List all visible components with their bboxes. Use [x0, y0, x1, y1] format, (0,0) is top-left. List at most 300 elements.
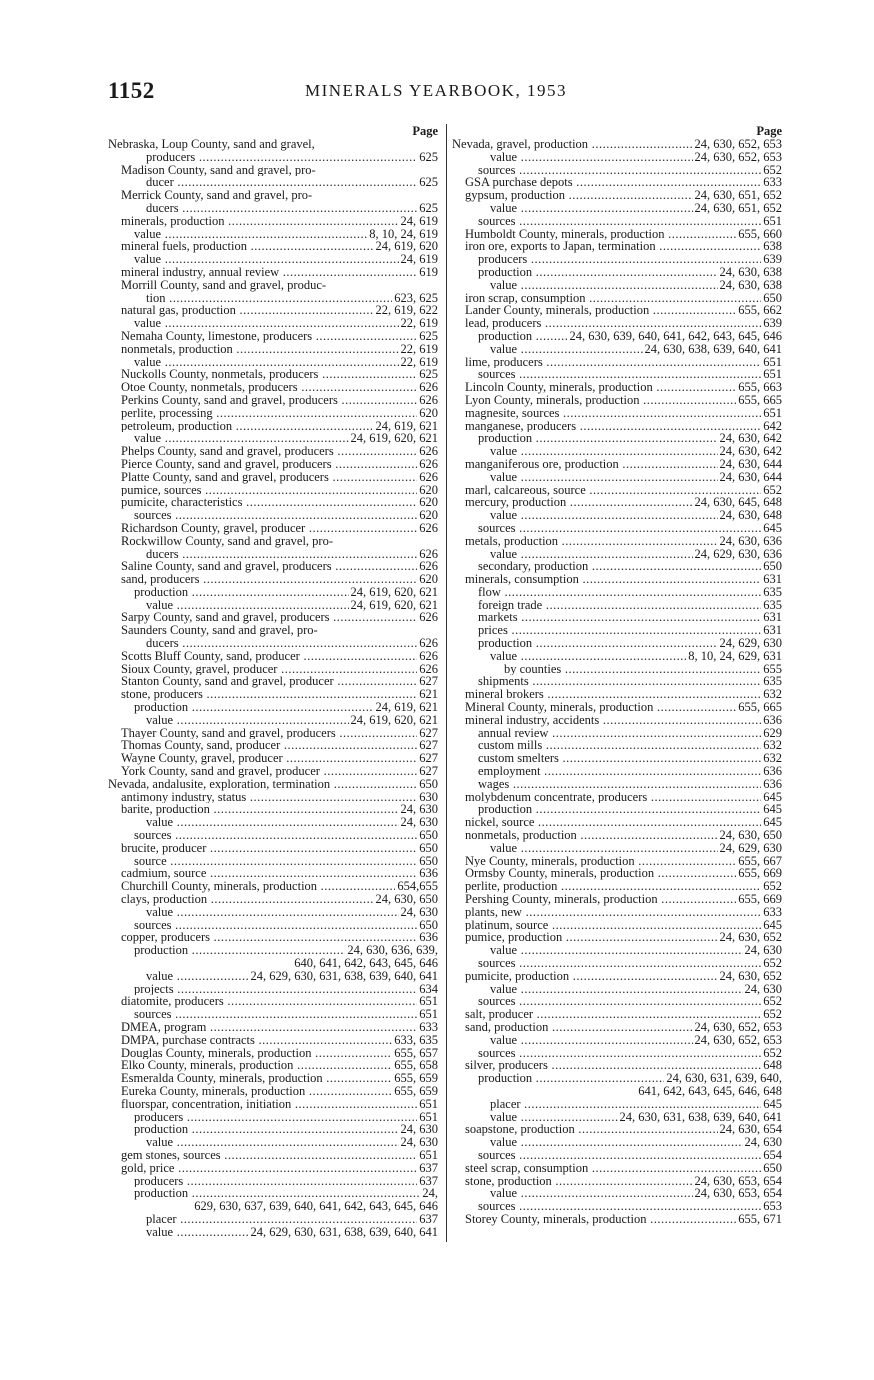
- entry-text-clip: [108, 867, 438, 880]
- index-entry: [452, 599, 782, 612]
- index-entry-label: antimony industry, status .....: [121, 791, 438, 804]
- index-entry-pages: 655, 657: [394, 1045, 438, 1060]
- page-column-label: Page: [412, 124, 438, 138]
- index-entry-pages: 655, 667: [738, 853, 782, 868]
- index-entry-pages: 24, 619: [400, 252, 438, 267]
- index-entry-label: sources .....: [478, 368, 782, 381]
- index-entry-pages: 651: [419, 1109, 438, 1124]
- index-entry: [108, 1136, 438, 1149]
- index-entry-label: soapstone, production .....: [465, 1123, 782, 1136]
- index-entry-label: production .....: [134, 586, 438, 599]
- entry-text-clip: [452, 215, 782, 228]
- index-entry-label: sources .....: [478, 215, 782, 228]
- index-entry-label: value .....: [490, 509, 782, 522]
- index-entry: [452, 957, 782, 970]
- index-entry: [108, 1175, 438, 1188]
- index-entry: [108, 368, 438, 381]
- index-entry-label: plants, new .....: [465, 906, 782, 919]
- index-entry-pages: 24, 630, 650: [719, 828, 782, 843]
- index-entry: [108, 317, 438, 330]
- entry-text-clip: [108, 842, 438, 855]
- index-entry-pages: 24, 630: [400, 904, 438, 919]
- index-entry-pages: 24, 630: [744, 1135, 782, 1150]
- index-entry-pages: 627: [419, 738, 438, 753]
- entry-text-clip: [452, 394, 782, 407]
- index-entry: [108, 189, 438, 202]
- index-entry: [108, 151, 438, 164]
- index-entry: [108, 893, 438, 906]
- entry-text-clip: [108, 522, 438, 535]
- index-entry: [108, 330, 438, 343]
- index-entry-pages: 620: [419, 495, 438, 510]
- index-entry-pages: 652: [763, 879, 782, 894]
- index-entry-pages: 650: [763, 290, 782, 305]
- entry-text-clip: [108, 1123, 438, 1136]
- index-entry: [452, 727, 782, 740]
- index-entry: [108, 240, 438, 253]
- index-entry-pages: 626: [419, 469, 438, 484]
- index-entry-label: Elko County, minerals, production .....: [121, 1059, 438, 1072]
- index-entry-pages: 24,: [422, 1186, 438, 1201]
- index-entry-label: metals, production .....: [465, 535, 782, 548]
- index-entry-pages: 633: [419, 1019, 438, 1034]
- index-entry-label: value .....: [134, 317, 438, 330]
- index-column-right: [452, 124, 782, 1226]
- index-entry: [452, 880, 782, 893]
- entry-text-clip: [108, 675, 438, 688]
- index-entry-pages: 24, 629, 630, 631, 638, 639, 640, 641: [250, 968, 438, 983]
- column-divider: [446, 124, 447, 1242]
- index-entry: [108, 522, 438, 535]
- entry-text-clip: [108, 215, 438, 228]
- index-entry-pages: 650: [419, 828, 438, 843]
- index-entry-pages: 623, 625: [394, 290, 438, 305]
- index-entry-pages: 24, 630, 639, 640, 641, 642, 643, 645, 646: [569, 328, 782, 343]
- index-entry-pages: 651: [419, 1007, 438, 1022]
- index-entry-label: Thomas County, sand, producer .....: [121, 739, 438, 752]
- index-entry: [452, 573, 782, 586]
- index-entry: [452, 292, 782, 305]
- index-entry-pages: 24, 630: [744, 981, 782, 996]
- index-entry-pages: 655, 671: [738, 1211, 782, 1226]
- index-entry: [108, 279, 438, 292]
- index-entry: [108, 739, 438, 752]
- index-entry-pages: 24, 630, 652: [719, 968, 782, 983]
- entry-text-clip: [452, 292, 782, 305]
- entry-text-clip: [452, 1149, 782, 1162]
- index-entry-label: marl, calcareous, source .....: [465, 484, 782, 497]
- index-entry-label: producers .....: [134, 1175, 438, 1188]
- index-entry-pages: 635: [763, 674, 782, 689]
- entry-text-clip: [108, 458, 438, 471]
- index-entry-label: value .....: [490, 151, 782, 164]
- index-entry: [452, 944, 782, 957]
- index-entry: [452, 1213, 782, 1226]
- page-header: [0, 78, 874, 106]
- index-entry-pages: 648: [763, 1058, 782, 1073]
- index-entry-pages: 24, 630, 645, 648: [694, 495, 782, 510]
- index-entry-label: Nebraska, Loup County, sand and gravel,: [108, 138, 315, 151]
- entry-text-clip: [108, 919, 438, 932]
- entry-text-clip: [452, 1200, 782, 1213]
- index-entry-label: value .....: [146, 816, 438, 829]
- index-entry-pages: 24, 630, 650: [375, 892, 438, 907]
- index-entry-label: Nye County, minerals, production .....: [465, 855, 782, 868]
- index-entry-label: value .....: [490, 343, 782, 356]
- index-entry: [108, 663, 438, 676]
- index-entry-label: salt, producer .....: [465, 1008, 782, 1021]
- entry-text-clip: [108, 727, 438, 740]
- index-entry: [452, 330, 782, 343]
- index-entry-label: 629, 630, 637, 639, 640, 641, 642, 643, 645, 646: [194, 1200, 438, 1213]
- entry-text-clip: [108, 471, 438, 484]
- entry-text-clip: [108, 176, 438, 189]
- index-entry-label: Esmeralda County, minerals, production .....: [121, 1072, 438, 1085]
- entry-text-clip: [452, 714, 782, 727]
- index-entry-pages: 650: [763, 1160, 782, 1175]
- index-entry-pages: 655, 663: [738, 380, 782, 395]
- index-entry-pages: 632: [763, 751, 782, 766]
- index-entry-label: iron scrap, consumption .....: [465, 292, 782, 305]
- index-entry-pages: 626: [419, 546, 438, 561]
- index-entry: [452, 509, 782, 522]
- entry-text-clip: [108, 1187, 438, 1200]
- index-entry-label: production .....: [478, 266, 782, 279]
- index-entry-label: sources .....: [134, 1008, 438, 1021]
- index-entry: [452, 995, 782, 1008]
- entry-text-clip: [452, 368, 782, 381]
- index-entry: [108, 1059, 438, 1072]
- index-entry-pages: 22, 619: [400, 316, 438, 331]
- entry-text-clip: [108, 253, 438, 266]
- index-entry-label: mineral fuels, production .....: [121, 240, 438, 253]
- index-entry-label: mineral industry, accidents .....: [465, 714, 782, 727]
- index-entry: [452, 471, 782, 484]
- entry-text-clip: [108, 496, 438, 509]
- entry-text-clip: [108, 1098, 438, 1111]
- entry-text-clip: [108, 1149, 438, 1162]
- index-entry-pages: 645: [763, 917, 782, 932]
- index-entry-pages: 24, 630, 653, 654: [694, 1173, 782, 1188]
- index-entry: [452, 1200, 782, 1213]
- index-entry-label: production .....: [134, 944, 438, 957]
- index-entry: [108, 701, 438, 714]
- index-entry-label: value .....: [490, 445, 782, 458]
- index-entry-label: placer .....: [490, 1098, 782, 1111]
- index-entry-pages: 8, 10, 24, 629, 631: [688, 648, 782, 663]
- index-entry-pages: 651: [763, 213, 782, 228]
- index-entry-pages: 650: [419, 776, 438, 791]
- index-entry-pages: 24, 619, 620, 621: [350, 597, 438, 612]
- entry-text-clip: [108, 995, 438, 1008]
- entry-text-clip: [452, 1136, 782, 1149]
- index-entry-pages: 651: [419, 1096, 438, 1111]
- index-entry: [452, 586, 782, 599]
- index-entry-label: employment .....: [478, 765, 782, 778]
- index-entry-label: placer .....: [146, 1213, 438, 1226]
- index-entry: [452, 675, 782, 688]
- index-entry-label: value .....: [134, 253, 438, 266]
- index-entry-pages: 626: [419, 559, 438, 574]
- entry-text-clip: [108, 957, 438, 970]
- index-entry: [452, 164, 782, 177]
- index-entry-label: flow .....: [478, 586, 782, 599]
- index-entry: [108, 944, 438, 957]
- index-entry: [452, 343, 782, 356]
- index-entry-label: prices .....: [478, 624, 782, 637]
- index-entry: [108, 1111, 438, 1124]
- index-entry-pages: 650: [763, 559, 782, 574]
- index-entry-pages: 626: [419, 636, 438, 651]
- index-entry-label: sources .....: [478, 957, 782, 970]
- entry-text-clip: [108, 560, 438, 573]
- index-entry-label: stone, producers .....: [121, 688, 438, 701]
- index-entry-pages: 627: [419, 751, 438, 766]
- index-entry-pages: 626: [419, 648, 438, 663]
- index-entry: [452, 611, 782, 624]
- index-entry: [452, 445, 782, 458]
- index-entry-label: production .....: [134, 1123, 438, 1136]
- index-entry-pages: 626: [419, 456, 438, 471]
- entry-text-clip: [108, 611, 438, 624]
- index-entry-pages: 655, 660: [738, 226, 782, 241]
- index-entry: [108, 1226, 438, 1239]
- index-entry-label: sources .....: [478, 995, 782, 1008]
- entry-text-clip: [452, 611, 782, 624]
- index-entry-pages: 24, 619, 620, 621: [350, 431, 438, 446]
- index-entry-pages: 650: [419, 853, 438, 868]
- index-entry: [108, 509, 438, 522]
- index-entry-label: Stanton County, sand and gravel, producer .....: [121, 675, 438, 688]
- index-entry-label: fluorspar, concentration, initiation .....: [121, 1098, 438, 1111]
- index-entry-label: Rockwillow County, sand and gravel, pro-: [121, 534, 333, 548]
- index-entry: [452, 752, 782, 765]
- index-entry-label: stone, production .....: [465, 1175, 782, 1188]
- entry-text-clip: [452, 957, 782, 970]
- index-entry: [452, 931, 782, 944]
- index-entry: [108, 266, 438, 279]
- entry-text-clip: [452, 407, 782, 420]
- index-entry-label: clays, production .....: [121, 893, 438, 906]
- index-entry-label: Saline County, sand and gravel, producers .....: [121, 560, 438, 573]
- index-entry: [452, 266, 782, 279]
- index-entry-pages: 651: [763, 367, 782, 382]
- entry-text-clip: [108, 1200, 438, 1213]
- entry-text-clip: [452, 752, 782, 765]
- index-entry-label: Humboldt County, minerals, production .....: [465, 228, 782, 241]
- index-entry: [108, 215, 438, 228]
- index-entry: [452, 407, 782, 420]
- index-entry-label: value .....: [490, 1136, 782, 1149]
- index-entry-label: Nemaha County, limestone, producers .....: [121, 330, 438, 343]
- index-entry-label: silver, producers .....: [465, 1059, 782, 1072]
- index-entry-label: 641, 642, 643, 645, 646, 648: [638, 1084, 782, 1098]
- index-entry: [108, 586, 438, 599]
- index-entry-pages: 655, 662: [738, 303, 782, 318]
- index-entry-pages: 636: [763, 712, 782, 727]
- entry-text-clip: [108, 279, 438, 292]
- index-entry-pages: 653: [763, 1199, 782, 1214]
- index-entry-label: sources .....: [478, 1047, 782, 1060]
- index-entry-label: sources .....: [478, 164, 782, 177]
- index-entry-pages: 22, 619, 622: [375, 303, 438, 318]
- entry-text-clip: [108, 509, 438, 522]
- index-entry-label: production .....: [478, 1072, 782, 1085]
- index-entry-label: Nuckolls County, nonmetals, producers .....: [121, 368, 438, 381]
- index-entry-label: pumicite, characteristics .....: [121, 496, 438, 509]
- index-entry-label: markets .....: [478, 611, 782, 624]
- index-entry-label: foreign trade .....: [478, 599, 782, 612]
- index-entry: [452, 829, 782, 842]
- index-entry-pages: 638: [763, 239, 782, 254]
- index-entry: [108, 138, 438, 151]
- index-entry-label: Scotts Bluff County, sand, producer .....: [121, 650, 438, 663]
- page-column-label: Page: [756, 124, 782, 138]
- index-entry: [108, 714, 438, 727]
- index-entry-pages: 652: [763, 1007, 782, 1022]
- index-entry-label: nonmetals, production .....: [121, 343, 438, 356]
- index-entry-label: Nevada, gravel, production .....: [452, 138, 782, 151]
- entry-text-clip: [452, 803, 782, 816]
- index-entry-pages: 655, 658: [394, 1058, 438, 1073]
- index-entry-label: DMEA, program .....: [121, 1021, 438, 1034]
- index-entry: [108, 983, 438, 996]
- index-entry-pages: 22, 619: [400, 354, 438, 369]
- index-column-left: [108, 124, 438, 1239]
- index-entry-label: Platte County, sand and gravel, producers .....: [121, 471, 438, 484]
- index-entry: [452, 650, 782, 663]
- index-entry-pages: 633, 635: [394, 1032, 438, 1047]
- entry-text-clip: [452, 765, 782, 778]
- index-entry: [108, 995, 438, 1008]
- index-entry-label: sources .....: [478, 1149, 782, 1162]
- index-entry: [452, 1149, 782, 1162]
- index-entry-pages: 621: [419, 687, 438, 702]
- index-entry-pages: 655, 665: [738, 700, 782, 715]
- index-entry: [108, 867, 438, 880]
- entry-text-clip: [108, 407, 438, 420]
- index-entry-pages: 24, 630, 642: [719, 431, 782, 446]
- index-entry-label: production .....: [478, 432, 782, 445]
- index-entry-pages: 645: [763, 802, 782, 817]
- index-entry: [452, 983, 782, 996]
- entry-text-clip: [108, 445, 438, 458]
- index-entry-label: copper, producers .....: [121, 931, 438, 944]
- index-entry-label: value .....: [146, 599, 438, 612]
- index-entry-label: ducers .....: [146, 548, 438, 561]
- entry-text-clip: [452, 944, 782, 957]
- index-entry: [452, 1123, 782, 1136]
- index-entry-label: molybdenum concentrate, producers .....: [465, 791, 782, 804]
- index-entry-label: source .....: [134, 855, 438, 868]
- index-entry: [108, 381, 438, 394]
- index-entry-label: gem stones, sources .....: [121, 1149, 438, 1162]
- index-entry-label: Douglas County, minerals, production .....: [121, 1047, 438, 1060]
- index-entry-pages: 24, 630, 652: [719, 930, 782, 945]
- index-entry: [452, 867, 782, 880]
- index-entry-label: value .....: [134, 228, 438, 241]
- index-entry-label: value .....: [146, 1136, 438, 1149]
- index-entry-pages: 655, 659: [394, 1083, 438, 1098]
- index-entry: [452, 739, 782, 752]
- index-entry-label: pumice, production .....: [465, 931, 782, 944]
- index-entry: [108, 535, 438, 548]
- index-entry: [452, 714, 782, 727]
- index-entry: [108, 842, 438, 855]
- index-entry-label: value .....: [146, 970, 438, 983]
- index-entry-label: Otoe County, nonmetals, producers .....: [121, 381, 438, 394]
- entry-text-clip: [452, 778, 782, 791]
- index-entry: [452, 560, 782, 573]
- index-entry-label: production .....: [478, 637, 782, 650]
- index-entry-pages: 636: [419, 930, 438, 945]
- entry-text-clip: [108, 663, 438, 676]
- index-entry-pages: 637: [419, 1160, 438, 1175]
- entry-text-clip: [108, 1059, 438, 1072]
- index-entry-label: producers .....: [134, 1111, 438, 1124]
- index-entry-label: value .....: [490, 1034, 782, 1047]
- index-entry: [452, 138, 782, 151]
- index-entry-label: magnesite, sources .....: [465, 407, 782, 420]
- entry-text-clip: [108, 189, 438, 202]
- index-entry-label: lime, producers .....: [465, 356, 782, 369]
- entry-text-clip: [108, 330, 438, 343]
- index-entry-pages: 24, 630: [744, 943, 782, 958]
- index-entry-label: ducers .....: [146, 637, 438, 650]
- index-entry-label: Richardson County, gravel, producer .....: [121, 522, 438, 535]
- index-entry-pages: 630: [419, 789, 438, 804]
- index-entry-pages: 22, 619: [400, 341, 438, 356]
- index-entry-label: tion .....: [146, 292, 438, 305]
- index-entry-label: value .....: [490, 471, 782, 484]
- index-entry: [108, 906, 438, 919]
- index-entry-label: production .....: [478, 330, 782, 343]
- index-entry-pages: 629: [763, 725, 782, 740]
- index-entry: [452, 1034, 782, 1047]
- index-entry-pages: 626: [419, 444, 438, 459]
- index-entry: [452, 548, 782, 561]
- entry-text-clip: [108, 343, 438, 356]
- entry-text-clip: [452, 663, 782, 676]
- index-entry-label: brucite, producer .....: [121, 842, 438, 855]
- entry-text-clip: [108, 381, 438, 394]
- index-entry-pages: 620: [419, 572, 438, 587]
- entry-text-clip: [108, 1213, 438, 1226]
- entry-text-clip: [108, 791, 438, 804]
- index-entry-pages: 8, 10, 24, 619: [369, 226, 438, 241]
- entry-text-clip: [108, 1008, 438, 1021]
- index-entry-label: ducers .....: [146, 202, 438, 215]
- index-entry-label: production .....: [134, 701, 438, 714]
- index-entry-label: value .....: [490, 1111, 782, 1124]
- entry-text-clip: [108, 1021, 438, 1034]
- index-entry-label: nonmetals, production .....: [465, 829, 782, 842]
- index-entry-label: value .....: [490, 279, 782, 292]
- index-entry-label: shipments .....: [478, 675, 782, 688]
- index-entry-pages: 645: [763, 789, 782, 804]
- index-entry-label: value .....: [490, 548, 782, 561]
- entry-text-clip: [452, 688, 782, 701]
- index-entry: [452, 1187, 782, 1200]
- index-entry-pages: 639: [763, 252, 782, 267]
- index-entry-pages: 24, 630, 644: [719, 469, 782, 484]
- index-entry: [108, 496, 438, 509]
- index-entry: [452, 394, 782, 407]
- index-entry-pages: 650: [419, 917, 438, 932]
- index-entry-pages: 634: [419, 981, 438, 996]
- index-entry: [108, 752, 438, 765]
- index-entry-pages: 24, 619: [400, 213, 438, 228]
